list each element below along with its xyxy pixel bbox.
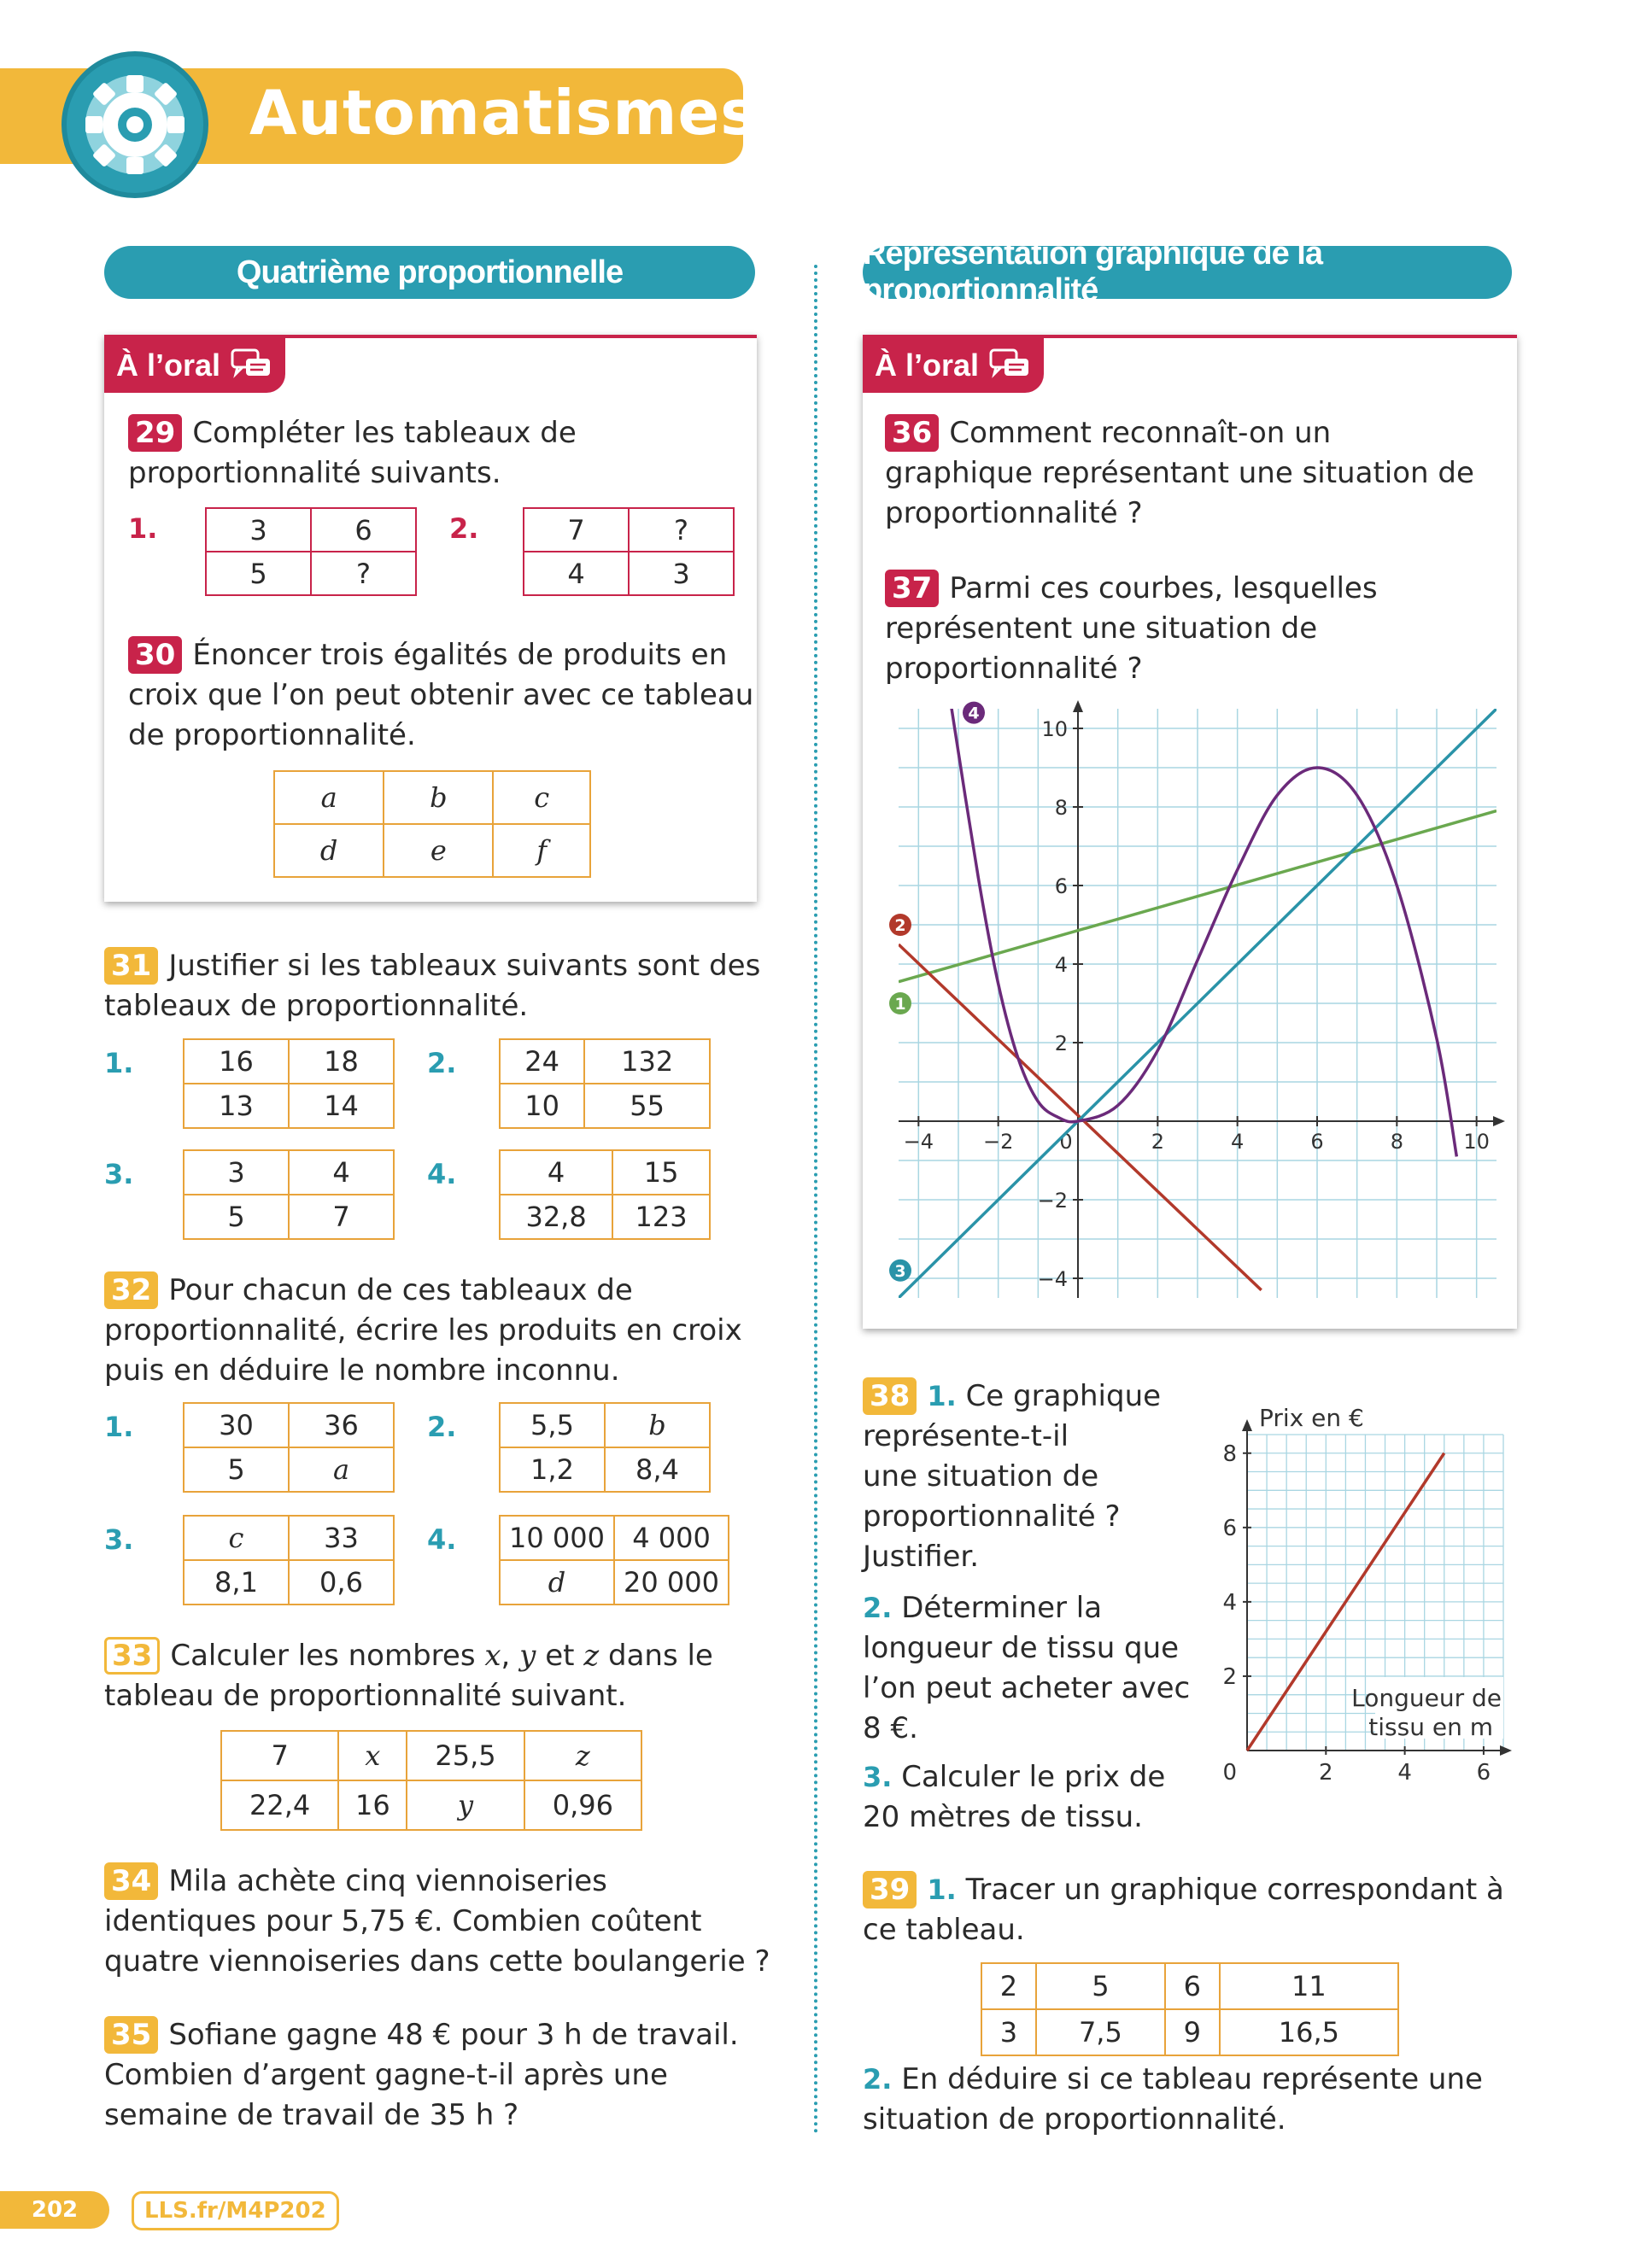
table-cell: 1,2 xyxy=(500,1447,605,1492)
y-tick-label: 2 xyxy=(1054,1032,1068,1055)
table-cell: c xyxy=(184,1516,289,1560)
table-cell: 33 xyxy=(289,1516,394,1560)
ex32-line2: proportionnalité, écrire les produits en croix xyxy=(104,1313,742,1347)
ex32-table2 xyxy=(499,1402,711,1493)
ex33-table xyxy=(220,1730,642,1831)
table-cell: d xyxy=(500,1560,614,1605)
y-tick-label: −4 xyxy=(1037,1267,1068,1291)
table-cell: 3 xyxy=(981,2009,1036,2055)
exercise-number: 37 xyxy=(885,570,939,607)
ex38-p1-line5: Justifier. xyxy=(863,1540,980,1574)
ex39-p2-line1: En déduire si ce tableau représente une xyxy=(901,2062,1483,2096)
table-cell: 22,4 xyxy=(221,1780,338,1830)
exercise-number: 35 xyxy=(104,2016,158,2054)
ex31-line2: tableaux de proportionnalité. xyxy=(104,989,529,1023)
table-cell: 3 xyxy=(184,1150,289,1195)
y-tick-label: 4 xyxy=(1222,1589,1237,1616)
exercise-number: 33 xyxy=(104,1637,160,1675)
table-cell: 6 xyxy=(311,508,416,552)
table-cell: 16,5 xyxy=(1220,2009,1398,2055)
page-number: 202 xyxy=(0,2191,109,2229)
ex34-line3: quatre viennoiseries dans cette boulangerie ? xyxy=(104,1944,770,1979)
table-cell: 5 xyxy=(184,1195,289,1239)
ex34-line2: identiques pour 5,75 €. Combien coûtent xyxy=(104,1904,702,1938)
ex37-text xyxy=(885,569,1378,689)
section-title-right: Représentation graphique de la proportionnalité xyxy=(863,246,1512,299)
table-cell: 9 xyxy=(1165,2009,1220,2055)
ex38-p1-line1: Ce graphique xyxy=(965,1379,1162,1413)
ex29-line1: Compléter les tableaux de xyxy=(192,416,577,450)
table-cell: f xyxy=(493,824,590,877)
exercise-number: 32 xyxy=(104,1271,158,1309)
oral-label: À l’oral xyxy=(875,348,980,383)
table-cell: 6 xyxy=(1165,1963,1220,2009)
table-cell: 7 xyxy=(289,1195,394,1239)
table-cell: 0,96 xyxy=(524,1780,641,1830)
y-tick-label: 6 xyxy=(1222,1515,1237,1541)
exercise-number: 29 xyxy=(128,414,182,452)
series-4-label: 4 xyxy=(968,704,980,723)
table-cell: 11 xyxy=(1220,1963,1398,2009)
ex32-line1: Pour chacun de ces tableaux de xyxy=(168,1273,633,1307)
ex36-line1: Comment reconnaît-on un xyxy=(949,416,1332,450)
x-axis-arrow xyxy=(1493,1116,1505,1126)
ex38-p2-line3: l’on peut acheter avec xyxy=(863,1671,1191,1705)
table-cell: 3 xyxy=(629,552,734,595)
ex33-comma: , xyxy=(501,1639,511,1673)
x-tick-label: 10 xyxy=(1463,1130,1490,1154)
ex31-table4 xyxy=(499,1149,711,1240)
ex37-line1: Parmi ces courbes, lesquelles xyxy=(949,571,1378,605)
ex31-text xyxy=(104,946,760,1026)
x-tick-label: 4 xyxy=(1231,1130,1245,1154)
y-tick-label: 8 xyxy=(1054,796,1068,820)
table-cell: 123 xyxy=(612,1195,710,1239)
ex32-label-4: 4. xyxy=(427,1523,457,1556)
ex39-part1-label: 1. xyxy=(927,1873,957,1906)
series-3-label: 3 xyxy=(894,1261,906,1281)
ex38-p1-line3: une situation de xyxy=(863,1459,1099,1493)
table-cell: 5 xyxy=(206,552,311,595)
exercise-number: 36 xyxy=(885,414,939,452)
y-axis-arrow xyxy=(1242,1419,1252,1431)
y-axis-title: Prix en € xyxy=(1259,1404,1364,1432)
ex31-table2 xyxy=(499,1038,711,1129)
ex38-p1-line4: proportionnalité ? xyxy=(863,1499,1121,1534)
section-title-left: Quatrième proportionnelle xyxy=(104,246,755,299)
y-tick-label: 2 xyxy=(1222,1663,1237,1690)
ex30-line2: croix que l’on peut obtenir avec ce tableau xyxy=(128,678,754,712)
ex31-label-1: 1. xyxy=(104,1047,134,1079)
ex32-table3 xyxy=(183,1515,395,1605)
ex38-text xyxy=(863,1377,1161,1577)
table-cell: 0,6 xyxy=(289,1560,394,1605)
table-cell: 24 xyxy=(500,1039,584,1084)
table-cell: 20 000 xyxy=(614,1560,729,1605)
series-2-label: 2 xyxy=(894,916,906,935)
column-divider xyxy=(814,265,817,2135)
y-tick-label: 8 xyxy=(1222,1441,1237,1467)
ex38-p3-line1: Calculer le prix de xyxy=(901,1760,1166,1794)
series-4-line xyxy=(951,701,1457,1157)
table-cell: 5 xyxy=(184,1447,289,1492)
table-cell: 132 xyxy=(584,1039,710,1084)
series-1-label: 1 xyxy=(894,995,906,1014)
ex30-text xyxy=(128,635,753,756)
table-cell: 5,5 xyxy=(500,1403,605,1447)
ex39-p2-line2: situation de proportionnalité. xyxy=(863,2102,1286,2136)
ex29-table2 xyxy=(523,507,735,596)
table-cell: 16 xyxy=(338,1780,407,1830)
x-tick-label: 6 xyxy=(1310,1130,1324,1154)
resource-link[interactable]: LLS.fr/M4P202 xyxy=(132,2191,339,2230)
ex39-text xyxy=(863,1870,1504,1950)
ex33-et: et xyxy=(545,1639,575,1673)
oral-tag xyxy=(863,338,1044,393)
ex32-label-3: 3. xyxy=(104,1523,134,1556)
var-z: z xyxy=(583,1639,600,1673)
x-tick-label: 2 xyxy=(1319,1760,1333,1786)
ex33-text-a: Calculer les nombres xyxy=(170,1639,476,1673)
ex39-p1-line2: ce tableau. xyxy=(863,1913,1025,1947)
ex32-line3: puis en déduire le nombre inconnu. xyxy=(104,1353,620,1388)
ex38-part2-label: 2. xyxy=(863,1592,893,1624)
table-cell: 4 xyxy=(500,1150,612,1195)
ex31-label-2: 2. xyxy=(427,1047,457,1079)
x-tick-label: −2 xyxy=(982,1130,1014,1154)
ex38-part3 xyxy=(863,1757,1165,1838)
table-cell: a xyxy=(274,771,384,824)
x-tick-label: 6 xyxy=(1476,1760,1491,1786)
table-cell: 8,4 xyxy=(605,1447,710,1492)
x-tick-label: 4 xyxy=(1397,1760,1412,1786)
ex36-line2: graphique représentant une situation de xyxy=(885,456,1474,490)
table-cell: 7 xyxy=(524,508,629,552)
x-axis-title-line1: Longueur de xyxy=(1351,1684,1502,1712)
ex30-line1: Énoncer trois égalités de produits en xyxy=(192,638,728,672)
ex31-table1 xyxy=(183,1038,395,1129)
table-cell: y xyxy=(407,1780,524,1830)
ex35-line1: Sofiane gagne 48 € pour 3 h de travail. xyxy=(168,2018,739,2052)
table-cell: 7,5 xyxy=(1036,2009,1165,2055)
ex29-text xyxy=(128,413,577,494)
ex35-line2: Combien d’argent gagne-t-il après une xyxy=(104,2058,668,2092)
table-cell: 3 xyxy=(206,508,311,552)
x-tick-label: 2 xyxy=(1151,1130,1164,1154)
ex36-line3: proportionnalité ? xyxy=(885,496,1143,530)
ex29-line2: proportionnalité suivants. xyxy=(128,456,501,490)
exercise-number: 39 xyxy=(863,1871,917,1909)
ex39-p1-line1: Tracer un graphique correspondant à xyxy=(965,1873,1504,1907)
origin-label: 0 xyxy=(1222,1760,1237,1786)
ex38-p1-line2: représente-t-il xyxy=(863,1419,1069,1453)
y-axis-arrow xyxy=(1073,700,1083,712)
x-tick-label: −4 xyxy=(903,1130,934,1154)
ex33-text-b: dans le xyxy=(608,1639,713,1673)
y-tick-label: 6 xyxy=(1054,874,1068,898)
ex38-part1-label: 1. xyxy=(927,1380,957,1412)
table-cell: e xyxy=(384,824,493,877)
table-cell: 32,8 xyxy=(500,1195,612,1239)
ex32-table4 xyxy=(499,1515,729,1605)
var-y: y xyxy=(519,1639,536,1673)
table-cell: 5 xyxy=(1036,1963,1165,2009)
ex35-line3: semaine de travail de 35 h ? xyxy=(104,2098,519,2132)
table-cell: ? xyxy=(629,508,734,552)
speech-bubble-icon xyxy=(231,348,273,383)
table-cell: z xyxy=(524,1731,641,1780)
page-title: Automatismes xyxy=(249,77,758,149)
y-tick-label: 4 xyxy=(1054,953,1068,977)
table-cell: b xyxy=(605,1403,710,1447)
ex30-table xyxy=(273,770,591,878)
ex31-label-3: 3. xyxy=(104,1158,134,1190)
x-axis-arrow xyxy=(1500,1745,1512,1756)
table-cell: 14 xyxy=(289,1084,394,1128)
table-cell: 10 xyxy=(500,1084,584,1128)
table-cell: 4 xyxy=(524,552,629,595)
oral-tag xyxy=(104,338,285,393)
ex29-table1-label: 1. xyxy=(128,512,158,545)
var-x: x xyxy=(484,1639,501,1673)
ex32-label-2: 2. xyxy=(427,1411,457,1443)
ex30-line3: de proportionnalité. xyxy=(128,718,416,752)
table-cell: c xyxy=(493,771,590,824)
gear-icon xyxy=(62,51,208,198)
ex38-p3-line2: 20 mètres de tissu. xyxy=(863,1800,1143,1834)
ex33-line2: tableau de proportionnalité suivant. xyxy=(104,1679,627,1713)
ex31-label-4: 4. xyxy=(427,1158,457,1190)
table-cell: 16 xyxy=(184,1039,289,1084)
ex29-table1 xyxy=(205,507,417,596)
ex29-table2-label: 2. xyxy=(449,512,479,545)
table-cell: 30 xyxy=(184,1403,289,1447)
ex32-label-1: 1. xyxy=(104,1411,134,1443)
table-cell: 8,1 xyxy=(184,1560,289,1605)
ex31-line1: Justifier si les tableaux suivants sont des xyxy=(168,949,761,983)
table-cell: 25,5 xyxy=(407,1731,524,1780)
table-cell: 10 000 xyxy=(500,1516,614,1560)
ex37-line2: représentent une situation de xyxy=(885,611,1318,646)
curves-chart xyxy=(880,692,1512,1315)
ex34-line1: Mila achète cinq viennoiseries xyxy=(168,1864,607,1898)
ex38-p2-line1: Déterminer la xyxy=(901,1591,1103,1625)
table-cell: d xyxy=(274,824,384,877)
table-cell: 36 xyxy=(289,1403,394,1447)
table-cell: 7 xyxy=(221,1731,338,1780)
ex38-p2-line4: 8 €. xyxy=(863,1711,918,1745)
y-tick-label: −2 xyxy=(1037,1189,1068,1213)
oral-label: À l’oral xyxy=(116,348,221,383)
table-cell: 55 xyxy=(584,1084,710,1128)
ex39-part2 xyxy=(863,2060,1483,2140)
ex32-table1 xyxy=(183,1402,395,1493)
table-cell: 2 xyxy=(981,1963,1036,2009)
ex38-part2 xyxy=(863,1588,1190,1749)
table-cell: a xyxy=(289,1447,394,1492)
ex38-part3-label: 3. xyxy=(863,1761,893,1793)
ex34-text xyxy=(104,1862,770,1982)
price-chart xyxy=(1213,1400,1520,1802)
exercise-number: 34 xyxy=(104,1862,158,1900)
table-cell: 15 xyxy=(612,1150,710,1195)
x-axis-title-line2: tissu en m xyxy=(1368,1713,1493,1741)
table-cell: 18 xyxy=(289,1039,394,1084)
y-tick-label: 10 xyxy=(1041,717,1068,741)
ex32-text xyxy=(104,1271,742,1391)
table-cell: 4 000 xyxy=(614,1516,729,1560)
ex35-text xyxy=(104,2015,739,2136)
speech-bubble-icon xyxy=(989,348,1032,383)
ex39-table xyxy=(981,1962,1399,2056)
exercise-number: 38 xyxy=(863,1377,917,1415)
exercise-number: 30 xyxy=(128,636,182,674)
table-cell: 13 xyxy=(184,1084,289,1128)
ex37-line3: proportionnalité ? xyxy=(885,652,1143,686)
table-cell: b xyxy=(384,771,493,824)
ex38-p2-line2: longueur de tissu que xyxy=(863,1631,1180,1665)
x-tick-label: 0 xyxy=(1059,1130,1073,1154)
table-cell: x xyxy=(338,1731,407,1780)
ex33-text xyxy=(104,1636,713,1716)
table-cell: 4 xyxy=(289,1150,394,1195)
x-tick-label: 8 xyxy=(1390,1130,1403,1154)
ex39-part2-label: 2. xyxy=(863,2063,893,2096)
table-cell: ? xyxy=(311,552,416,595)
exercise-number: 31 xyxy=(104,947,158,985)
ex36-text xyxy=(885,413,1474,534)
ex31-table3 xyxy=(183,1149,395,1240)
